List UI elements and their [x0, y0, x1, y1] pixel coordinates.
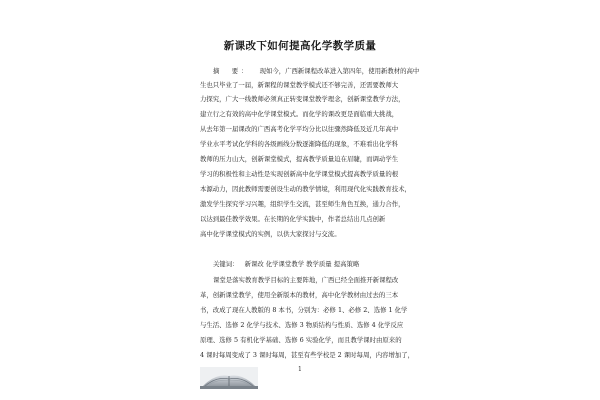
keywords-label: 关键词： [213, 260, 239, 268]
abstract-line: 以达到最佳教学效果。在长期的化学实践中，作者总结出几点创新 [200, 215, 386, 223]
abstract-line: 建立行之有效的高中化学课堂模式。而化学的课改更是面临重大挑战， [200, 110, 399, 118]
abstract-line: 学业水平考试化学科的各级画线分数逐渐降低的现象，不难看出化学科 [200, 140, 399, 148]
abstract-line: 高中化学课堂模式的实例，以供大家探讨与交流。 [200, 230, 341, 238]
page-number: 1 [298, 366, 302, 373]
keywords-text: 新课改 化学课堂教学 教学质量 提高策略 [244, 260, 360, 268]
body-line: 原理、选修 5 有机化学基础、选修 6 实验化学，而且教学课时由原来的 [200, 336, 402, 344]
abstract-first-text: 现如今，广西新课程改革进入第四年，使用新教材的高中 [259, 67, 420, 75]
keywords-line [213, 260, 420, 268]
abstract-line: 激发学生探究学习兴趣，组织学生交流，甚至师生角色互换，通力合作， [200, 200, 405, 208]
body-line: 书，改成了现在人教版的 8 本书，分别为：必修 1、必修 2、选修 1 化学 [200, 306, 408, 314]
abstract-line: 生也只毕业了一届，新课程的课堂教学模式还不够完善，还需要教师大 [200, 81, 399, 89]
book-icon [200, 367, 258, 389]
abstract-line: 从去年第一届课改的广西高考化学平均分比以往骤然降低及近几年高中 [200, 125, 399, 133]
book-image [200, 367, 258, 389]
body-first-line: 课堂是落实教育教学目标的主要阵地，广西已经全面推开新课程改 [213, 276, 399, 284]
abstract-first-line [213, 67, 420, 75]
abstract-line: 力探究，广大一线教师必须真正转变课堂教学理念，创新课堂教学方法， [200, 95, 405, 103]
document-title: 新课改下如何提高化学教学质量 [223, 40, 377, 52]
body-line: 革，创新课堂教学，使用全新版本的教材，高中化学教材由过去的三本 [200, 291, 399, 299]
abstract-line: 学习的积极性和主动性是实现创新高中化学课堂模式提高教学质量的根 [200, 170, 399, 178]
abstract-label: 摘 要： [213, 67, 251, 75]
body-line: 4 课时每周变成了 3 课时每周，甚至有些学校是 2 课时每周，内容增加了， [200, 351, 415, 359]
abstract-line: 本源动力，因此教师需要创设生动的教学情境，利用现代化实践教育技术， [200, 185, 411, 193]
abstract-line: 教师的压力山大，创新课堂模式，提高教学质量迫在眉睫，而调动学生 [200, 155, 399, 163]
body-line: 与生活、选修 2 化学与技术、选修 3 物质结构与性质、选修 4 化学反应 [200, 321, 404, 329]
